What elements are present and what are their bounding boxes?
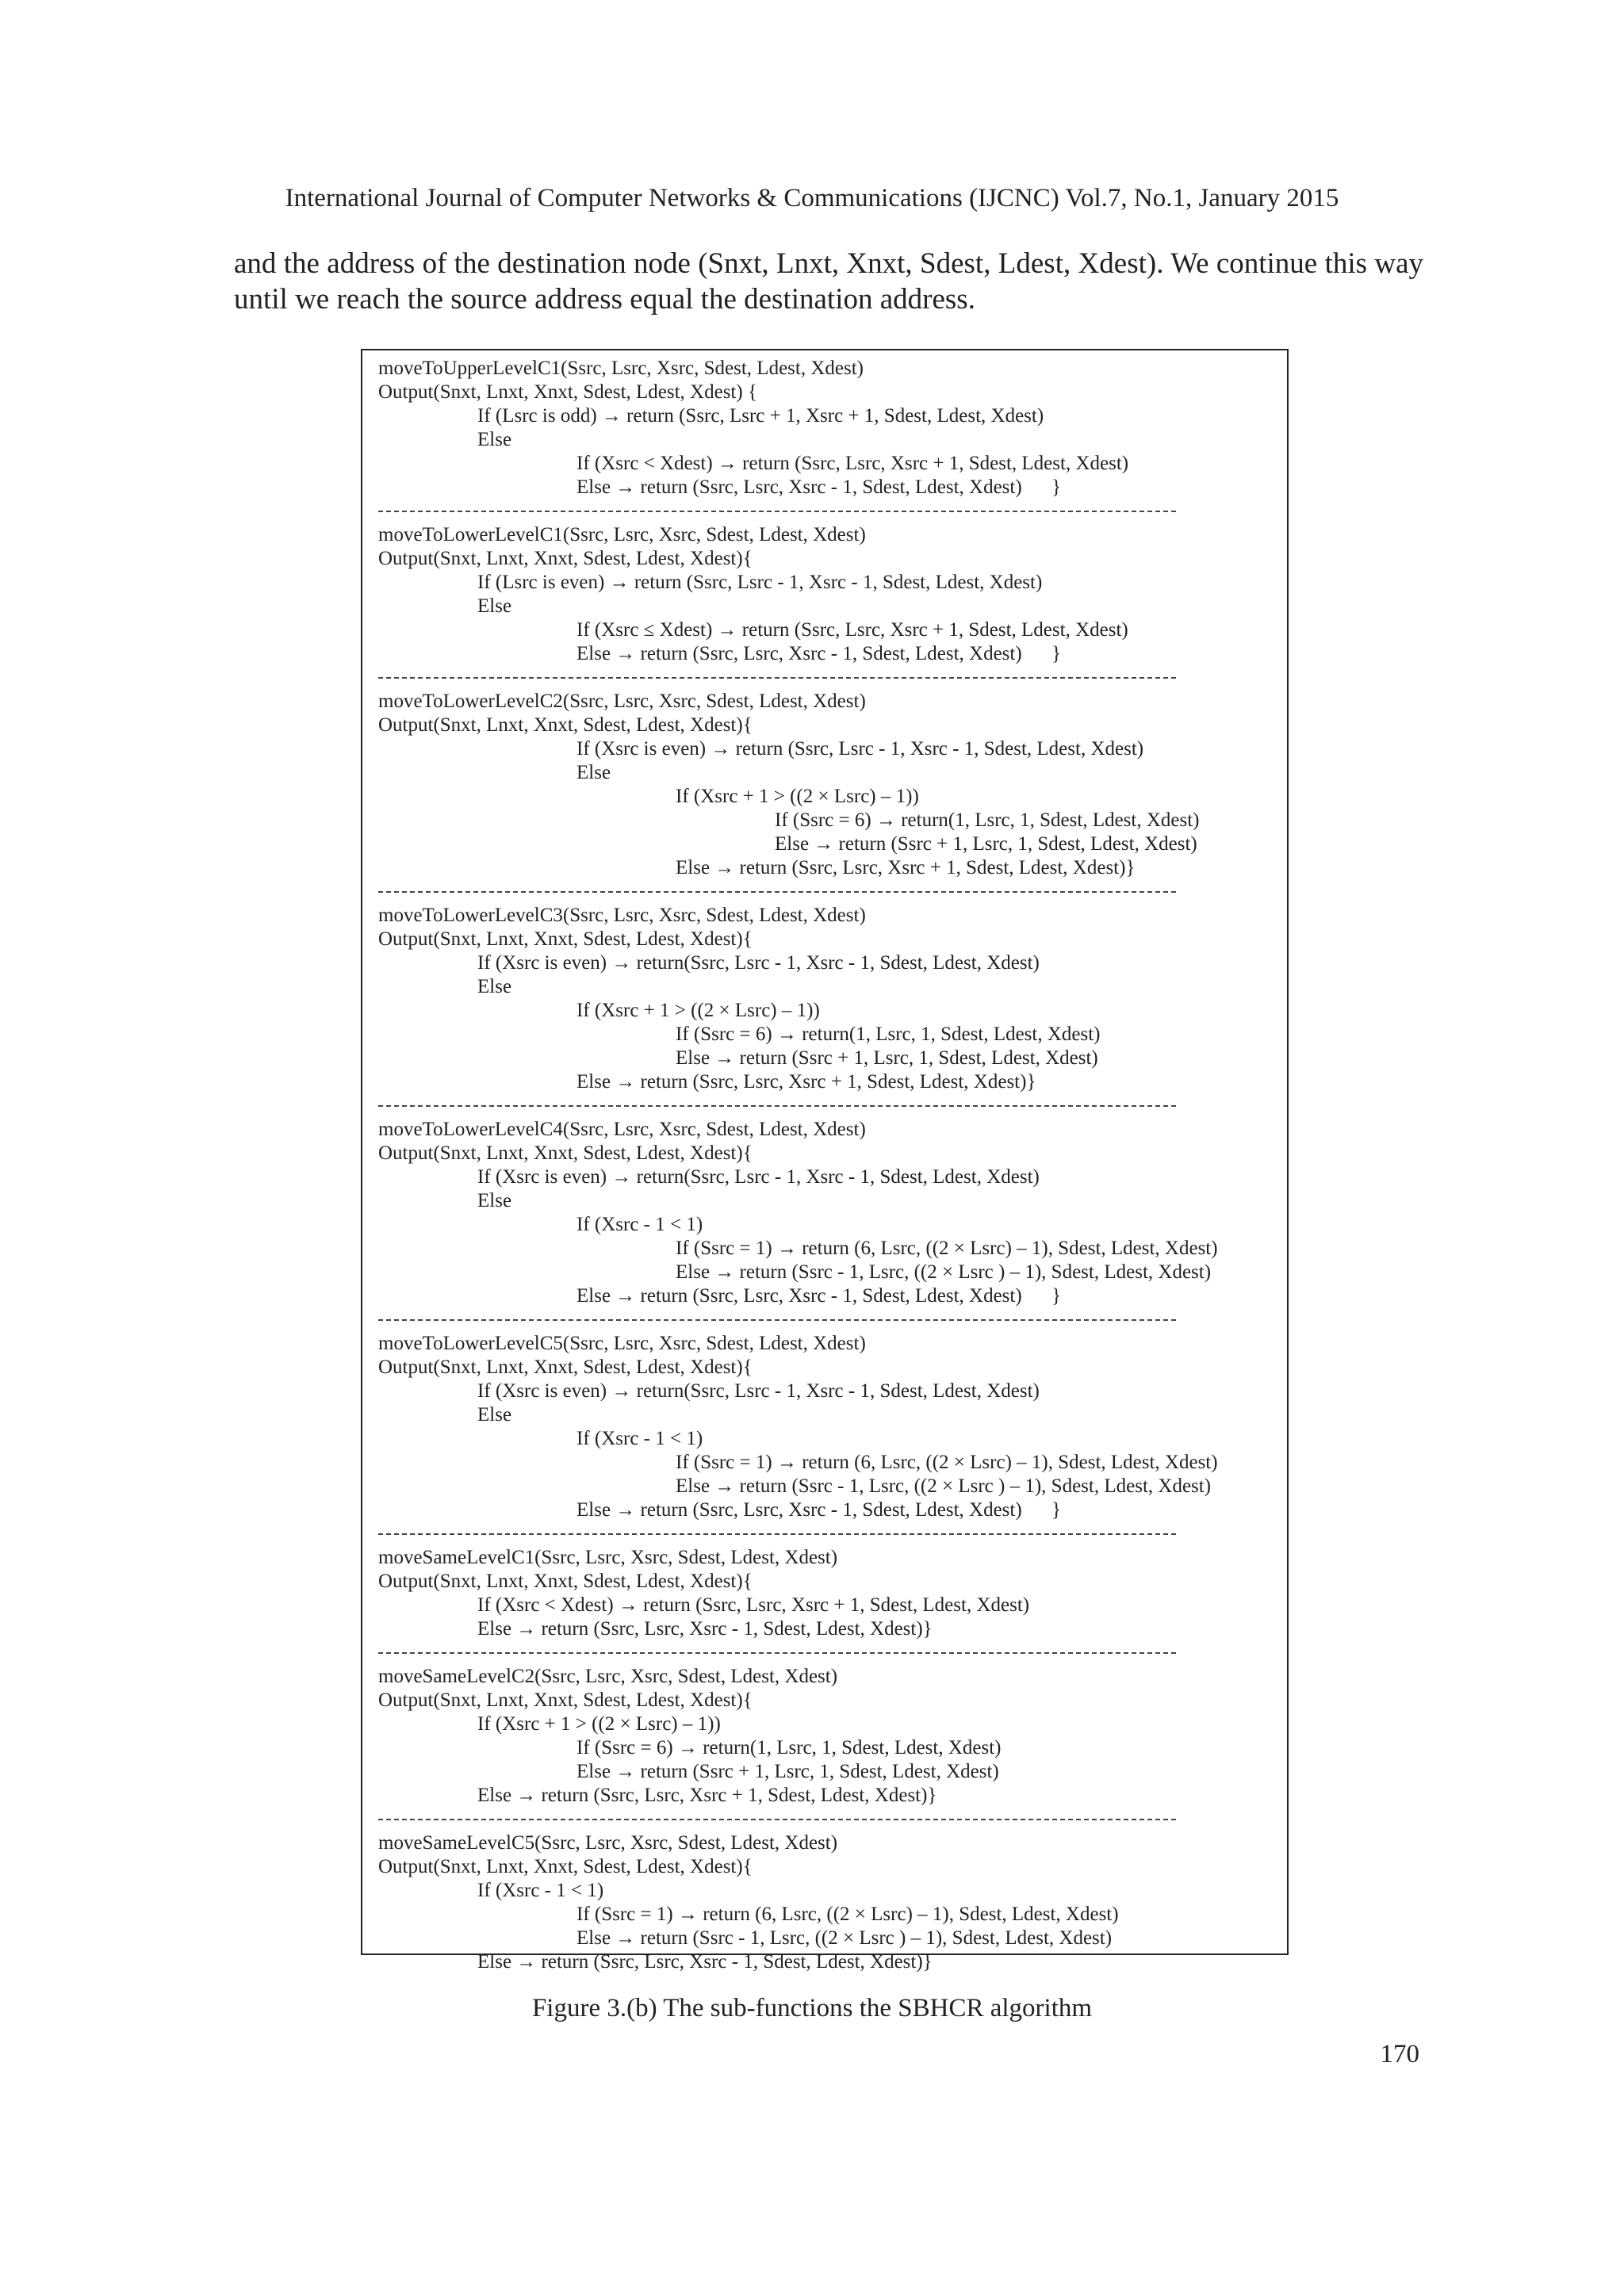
code-line: Else → return (Ssrc + 1, Lsrc, 1, Sdest, Ldest, Xdest) [775, 833, 1197, 855]
code-line: Else → return (Ssrc, Lsrc, Xsrc + 1, Sdest, Ldest, Xdest)} [477, 1785, 937, 1806]
function-signature: moveToLowerLevelC2(Ssrc, Lsrc, Xsrc, Sdest, Ldest, Xdest) [378, 691, 866, 712]
code-line: Else → return (Ssrc, Lsrc, Xsrc - 1, Sdest, Ldest, Xdest) } [576, 643, 1062, 664]
code-line: If (Xsrc + 1 > ((2 × Lsrc) – 1)) [576, 1000, 820, 1021]
code-line: Else → return (Ssrc - 1, Lsrc, ((2 × Lsrc ) – 1), Sdest, Ldest, Xdest) [676, 1475, 1212, 1497]
code-line: Else → return (Ssrc, Lsrc, Xsrc + 1, Sdest, Ldest, Xdest)} [676, 857, 1136, 878]
code-line: If (Xsrc is even) → return(Ssrc, Lsrc - 1, Xsrc - 1, Sdest, Ldest, Xdest) [477, 1380, 1040, 1402]
code-line: Else → return (Ssrc, Lsrc, Xsrc - 1, Sdest, Ldest, Xdest)} [477, 1951, 933, 1973]
code-line: Output(Snxt, Lnxt, Xnxt, Sdest, Ldest, Xdest){ [378, 714, 753, 736]
code-line: Else → return (Ssrc, Lsrc, Xsrc - 1, Sdest, Ldest, Xdest) } [576, 1285, 1062, 1307]
code-line: If (Xsrc ≤ Xdest) → return (Ssrc, Lsrc, Xsrc + 1, Sdest, Ldest, Xdest) [576, 619, 1128, 641]
code-line: Output(Snxt, Lnxt, Xnxt, Sdest, Ldest, Xdest){ [378, 548, 753, 569]
code-separator [378, 677, 1176, 679]
page-number: 170 [1380, 2040, 1419, 2068]
code-line: Else → return (Ssrc + 1, Lsrc, 1, Sdest, Ldest, Xdest) [576, 1761, 999, 1782]
code-box [361, 349, 1289, 1973]
function-signature: moveToLowerLevelC4(Ssrc, Lsrc, Xsrc, Sdest, Ldest, Xdest) [378, 1119, 866, 1140]
code-line: If (Ssrc = 1) → return (6, Lsrc, ((2 × Lsrc) – 1), Sdest, Ldest, Xdest) [676, 1452, 1218, 1473]
function-signature: moveToLowerLevelC5(Ssrc, Lsrc, Xsrc, Sdest, Ldest, Xdest) [378, 1333, 866, 1354]
code-separator [378, 1652, 1176, 1654]
code-line: If (Xsrc < Xdest) → return (Ssrc, Lsrc, Xsrc + 1, Sdest, Ldest, Xdest) [576, 453, 1129, 474]
code-line: If (Lsrc is even) → return (Ssrc, Lsrc - 1, Xsrc - 1, Sdest, Ldest, Xdest) [477, 572, 1043, 593]
code-line: Else [477, 976, 512, 997]
code-line: If (Ssrc = 1) → return (6, Lsrc, ((2 × Lsrc) – 1), Sdest, Ldest, Xdest) [576, 1904, 1119, 1925]
code-line: If (Xsrc + 1 > ((2 × Lsrc) – 1)) [477, 1713, 721, 1735]
function-signature: moveToUpperLevelC1(Ssrc, Lsrc, Xsrc, Sdest, Ldest, Xdest) [378, 358, 864, 379]
code-line: Else → return (Ssrc, Lsrc, Xsrc - 1, Sdest, Ldest, Xdest) } [576, 476, 1062, 498]
code-line: Else [477, 1190, 512, 1211]
code-line: If (Xsrc < Xdest) → return (Ssrc, Lsrc, Xsrc + 1, Sdest, Ldest, Xdest) [477, 1594, 1030, 1616]
code-line: If (Xsrc - 1 < 1) [576, 1214, 703, 1235]
code-separator [378, 511, 1176, 512]
code-separator [378, 1319, 1176, 1321]
code-separator [378, 1533, 1176, 1535]
code-line: Else → return (Ssrc, Lsrc, Xsrc + 1, Sdest, Ldest, Xdest)} [576, 1071, 1036, 1093]
code-line: Else → return (Ssrc - 1, Lsrc, ((2 × Lsrc ) – 1), Sdest, Ldest, Xdest) [676, 1261, 1212, 1283]
code-line: Output(Snxt, Lnxt, Xnxt, Sdest, Ldest, Xdest){ [378, 1571, 753, 1592]
code-line: Else → return (Ssrc, Lsrc, Xsrc - 1, Sdest, Ldest, Xdest)} [477, 1618, 933, 1640]
code-separator [378, 1819, 1176, 1820]
code-line: If (Ssrc = 6) → return(1, Lsrc, 1, Sdest, Ldest, Xdest) [676, 1024, 1101, 1045]
code-line: Else → return (Ssrc, Lsrc, Xsrc - 1, Sdest, Ldest, Xdest) } [576, 1499, 1062, 1521]
code-line: Output(Snxt, Lnxt, Xnxt, Sdest, Ldest, Xdest){ [378, 1689, 753, 1711]
code-line: If (Xsrc is even) → return (Ssrc, Lsrc - 1, Xsrc - 1, Sdest, Ldest, Xdest) [576, 738, 1144, 760]
code-line: If (Xsrc is even) → return(Ssrc, Lsrc - 1, Xsrc - 1, Sdest, Ldest, Xdest) [477, 952, 1040, 974]
code-line: If (Xsrc is even) → return(Ssrc, Lsrc - 1, Xsrc - 1, Sdest, Ldest, Xdest) [477, 1166, 1040, 1188]
function-signature: moveSameLevelC1(Ssrc, Lsrc, Xsrc, Sdest, Ldest, Xdest) [378, 1547, 838, 1568]
code-line: If (Ssrc = 6) → return(1, Lsrc, 1, Sdest, Ldest, Xdest) [775, 809, 1200, 831]
code-line: Output(Snxt, Lnxt, Xnxt, Sdest, Ldest, Xdest){ [378, 1142, 753, 1164]
function-signature: moveSameLevelC2(Ssrc, Lsrc, Xsrc, Sdest, Ldest, Xdest) [378, 1666, 838, 1687]
code-line: If (Xsrc - 1 < 1) [576, 1428, 703, 1449]
code-line: If (Ssrc = 6) → return(1, Lsrc, 1, Sdest, Ldest, Xdest) [576, 1737, 1002, 1758]
function-signature: moveSameLevelC5(Ssrc, Lsrc, Xsrc, Sdest, Ldest, Xdest) [378, 1832, 838, 1854]
code-line: If (Xsrc - 1 < 1) [477, 1880, 604, 1901]
intro-paragraph: and the address of the destination node (Snxt, Lnxt, Xnxt, Sdest, Ldest, Xdest). We continue this way until we reach the source address equal the destination address. [234, 247, 1423, 316]
code-line: Output(Snxt, Lnxt, Xnxt, Sdest, Ldest, Xdest){ [378, 928, 753, 950]
code-separator [378, 1105, 1176, 1107]
code-line: Else [477, 429, 512, 450]
code-line: If (Lsrc is odd) → return (Ssrc, Lsrc + 1, Xsrc + 1, Sdest, Ldest, Xdest) [477, 405, 1044, 427]
function-signature: moveToLowerLevelC3(Ssrc, Lsrc, Xsrc, Sdest, Ldest, Xdest) [378, 905, 866, 926]
code-line: Output(Snxt, Lnxt, Xnxt, Sdest, Ldest, Xdest){ [378, 1856, 753, 1877]
code-line: Else [477, 595, 512, 617]
code-line: Output(Snxt, Lnxt, Xnxt, Sdest, Ldest, Xdest){ [378, 1357, 753, 1378]
code-separator [378, 891, 1176, 893]
figure-caption: Figure 3.(b) The sub-functions the SBHCR algorithm [531, 1994, 1093, 2022]
running-header: International Journal of Computer Networks & Communications (IJCNC) Vol.7, No.1, January 2015 [285, 184, 1339, 212]
code-line: Else → return (Ssrc + 1, Lsrc, 1, Sdest, Ldest, Xdest) [676, 1047, 1098, 1069]
code-line: Output(Snxt, Lnxt, Xnxt, Sdest, Ldest, Xdest) { [378, 381, 757, 403]
code-line: If (Xsrc + 1 > ((2 × Lsrc) – 1)) [676, 786, 919, 807]
function-signature: moveToLowerLevelC1(Ssrc, Lsrc, Xsrc, Sdest, Ldest, Xdest) [378, 524, 866, 545]
code-line: If (Ssrc = 1) → return (6, Lsrc, ((2 × Lsrc) – 1), Sdest, Ldest, Xdest) [676, 1238, 1218, 1259]
code-line: Else [576, 762, 611, 783]
code-line: Else → return (Ssrc - 1, Lsrc, ((2 × Lsrc ) – 1), Sdest, Ldest, Xdest) [576, 1927, 1113, 1949]
code-line: Else [477, 1404, 512, 1425]
